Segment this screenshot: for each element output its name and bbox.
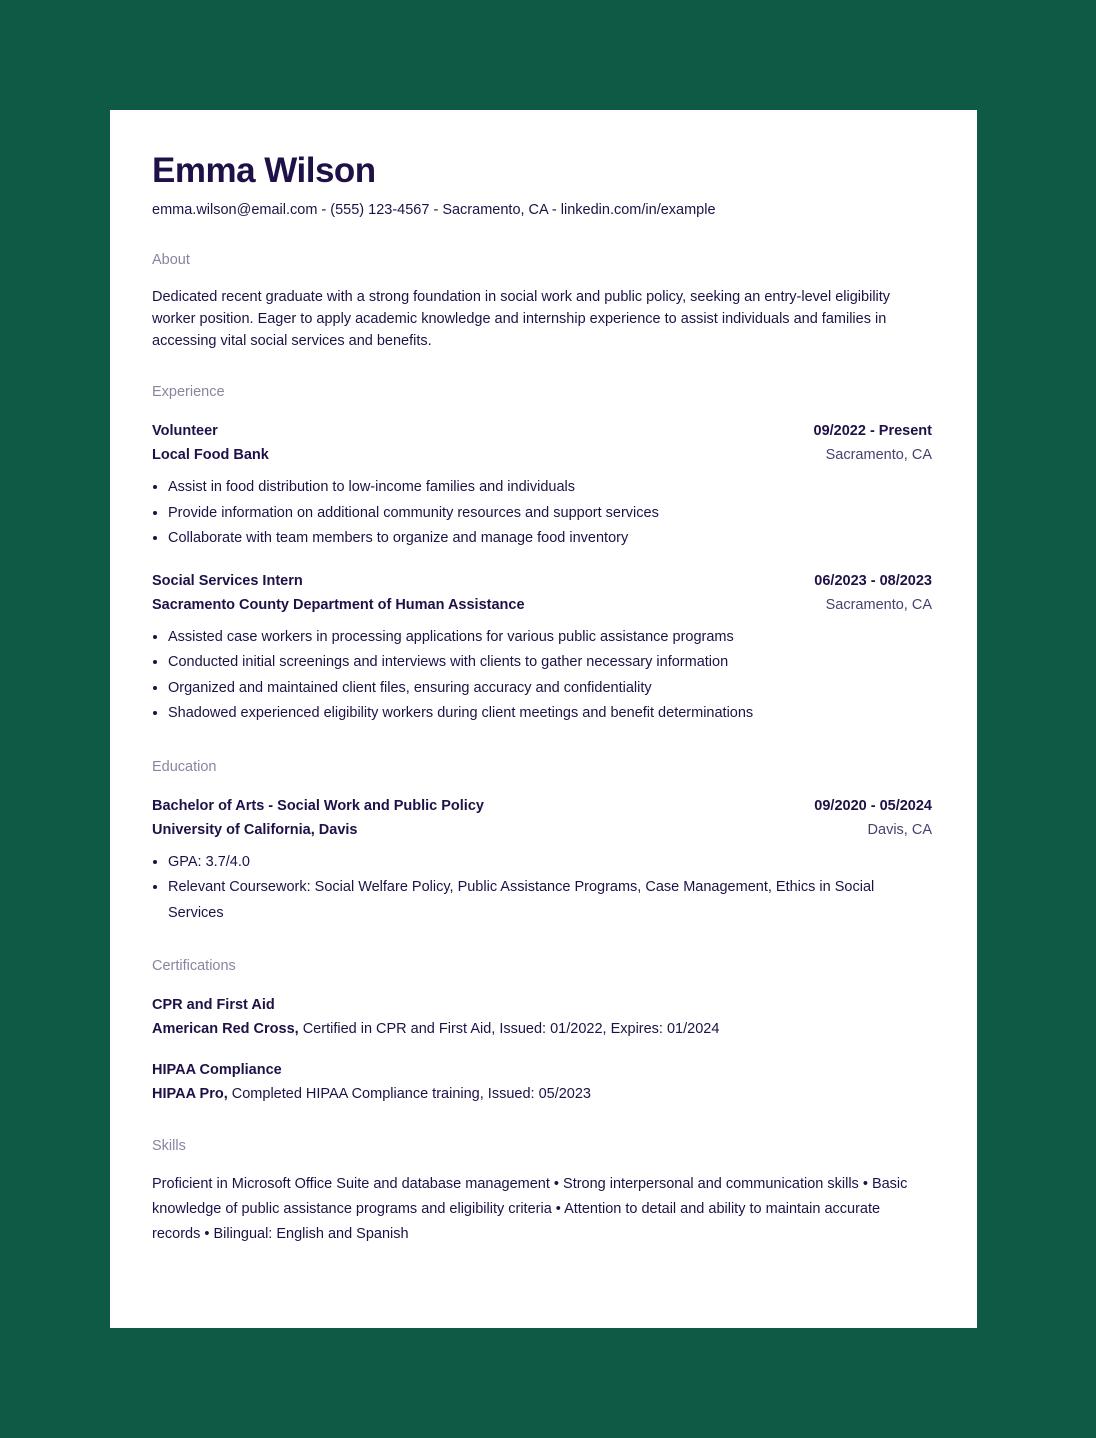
job-organization: Sacramento County Department of Human Assistance	[152, 596, 525, 613]
section-title-experience: Experience	[152, 384, 225, 400]
job-title: Volunteer	[152, 423, 218, 439]
certification-entry	[152, 993, 932, 1041]
list-item: • Relevant Coursework: Social Welfare Policy, Public Assistance Programs, Case Management, Ethics in Social Services	[168, 875, 932, 926]
list-item: • Assisted case workers in processing applications for various public assistance programs	[168, 625, 932, 651]
certification-details: Completed HIPAA Compliance training, Issued: 05/2023	[227, 1086, 591, 1102]
list-item: • GPA: 3.7/4.0	[168, 850, 932, 876]
job-title: Social Services Intern	[152, 572, 303, 589]
list-item: • Collaborate with team members to organize and manage food inventory	[168, 526, 932, 552]
candidate-name: Emma Wilson	[152, 151, 376, 190]
job-bullets	[152, 625, 932, 727]
certification-entry	[152, 1058, 932, 1106]
job-dates: 06/2023 - 08/2023	[814, 572, 932, 589]
section-title-skills: Skills	[152, 1138, 186, 1154]
school-location: Davis, CA	[867, 821, 932, 838]
section-title-certifications: Certifications	[152, 958, 236, 974]
section-title-about: About	[152, 252, 190, 268]
section-title-education: Education	[152, 758, 217, 775]
contact-line: emma.wilson@email.com - (555) 123-4567 - Sacramento, CA - linkedin.com/in/example	[152, 202, 716, 218]
about-text: Dedicated recent graduate with a strong foundation in social work and public policy, seeking an entry-level eligibility worker position. Eager to apply academic knowledge and internship experience to assist individuals and families in accessing vital social services and benefits.	[152, 289, 891, 349]
certification-name: HIPAA Compliance	[152, 1062, 282, 1078]
degree-title: Bachelor of Arts - Social Work and Public Policy	[152, 797, 484, 814]
education-dates: 09/2020 - 05/2024	[814, 797, 932, 814]
certification-issuer: American Red Cross,	[152, 1021, 299, 1037]
job-location: Sacramento, CA	[825, 596, 932, 613]
list-item: • Organized and maintained client files, ensuring accuracy and confidentiality	[168, 676, 932, 702]
experience-entry	[152, 419, 932, 552]
job-bullets	[152, 475, 932, 552]
job-location: Sacramento, CA	[825, 447, 932, 463]
resume-page	[110, 110, 977, 1328]
experience-entry	[152, 569, 932, 727]
certification-issuer: HIPAA Pro,	[152, 1086, 228, 1102]
certification-name: CPR and First Aid	[152, 997, 275, 1013]
job-organization: Local Food Bank	[152, 447, 269, 463]
skills-text: Proficient in Microsoft Office Suite and database management • Strong interpersonal and communication skills • Basic knowledge of public assistance programs and eligibility criteria • Attention to detail and ability to maintain accurate records • Bilingual: English and Spanish	[152, 1176, 908, 1242]
certification-details: Certified in CPR and First Aid, Issued: 01/2022, Expires: 01/2024	[298, 1021, 720, 1037]
school-name: University of California, Davis	[152, 821, 358, 838]
list-item: • Shadowed experienced eligibility workers during client meetings and benefit determinations	[168, 701, 932, 727]
job-dates: 09/2022 - Present	[813, 423, 932, 439]
list-item: • Conducted initial screenings and interviews with clients to gather necessary information	[168, 650, 932, 676]
education-entry	[152, 794, 932, 927]
list-item: • Assist in food distribution to low-income families and individuals	[168, 475, 932, 501]
education-bullets	[152, 850, 932, 927]
list-item: • Provide information on additional community resources and support services	[168, 501, 932, 527]
